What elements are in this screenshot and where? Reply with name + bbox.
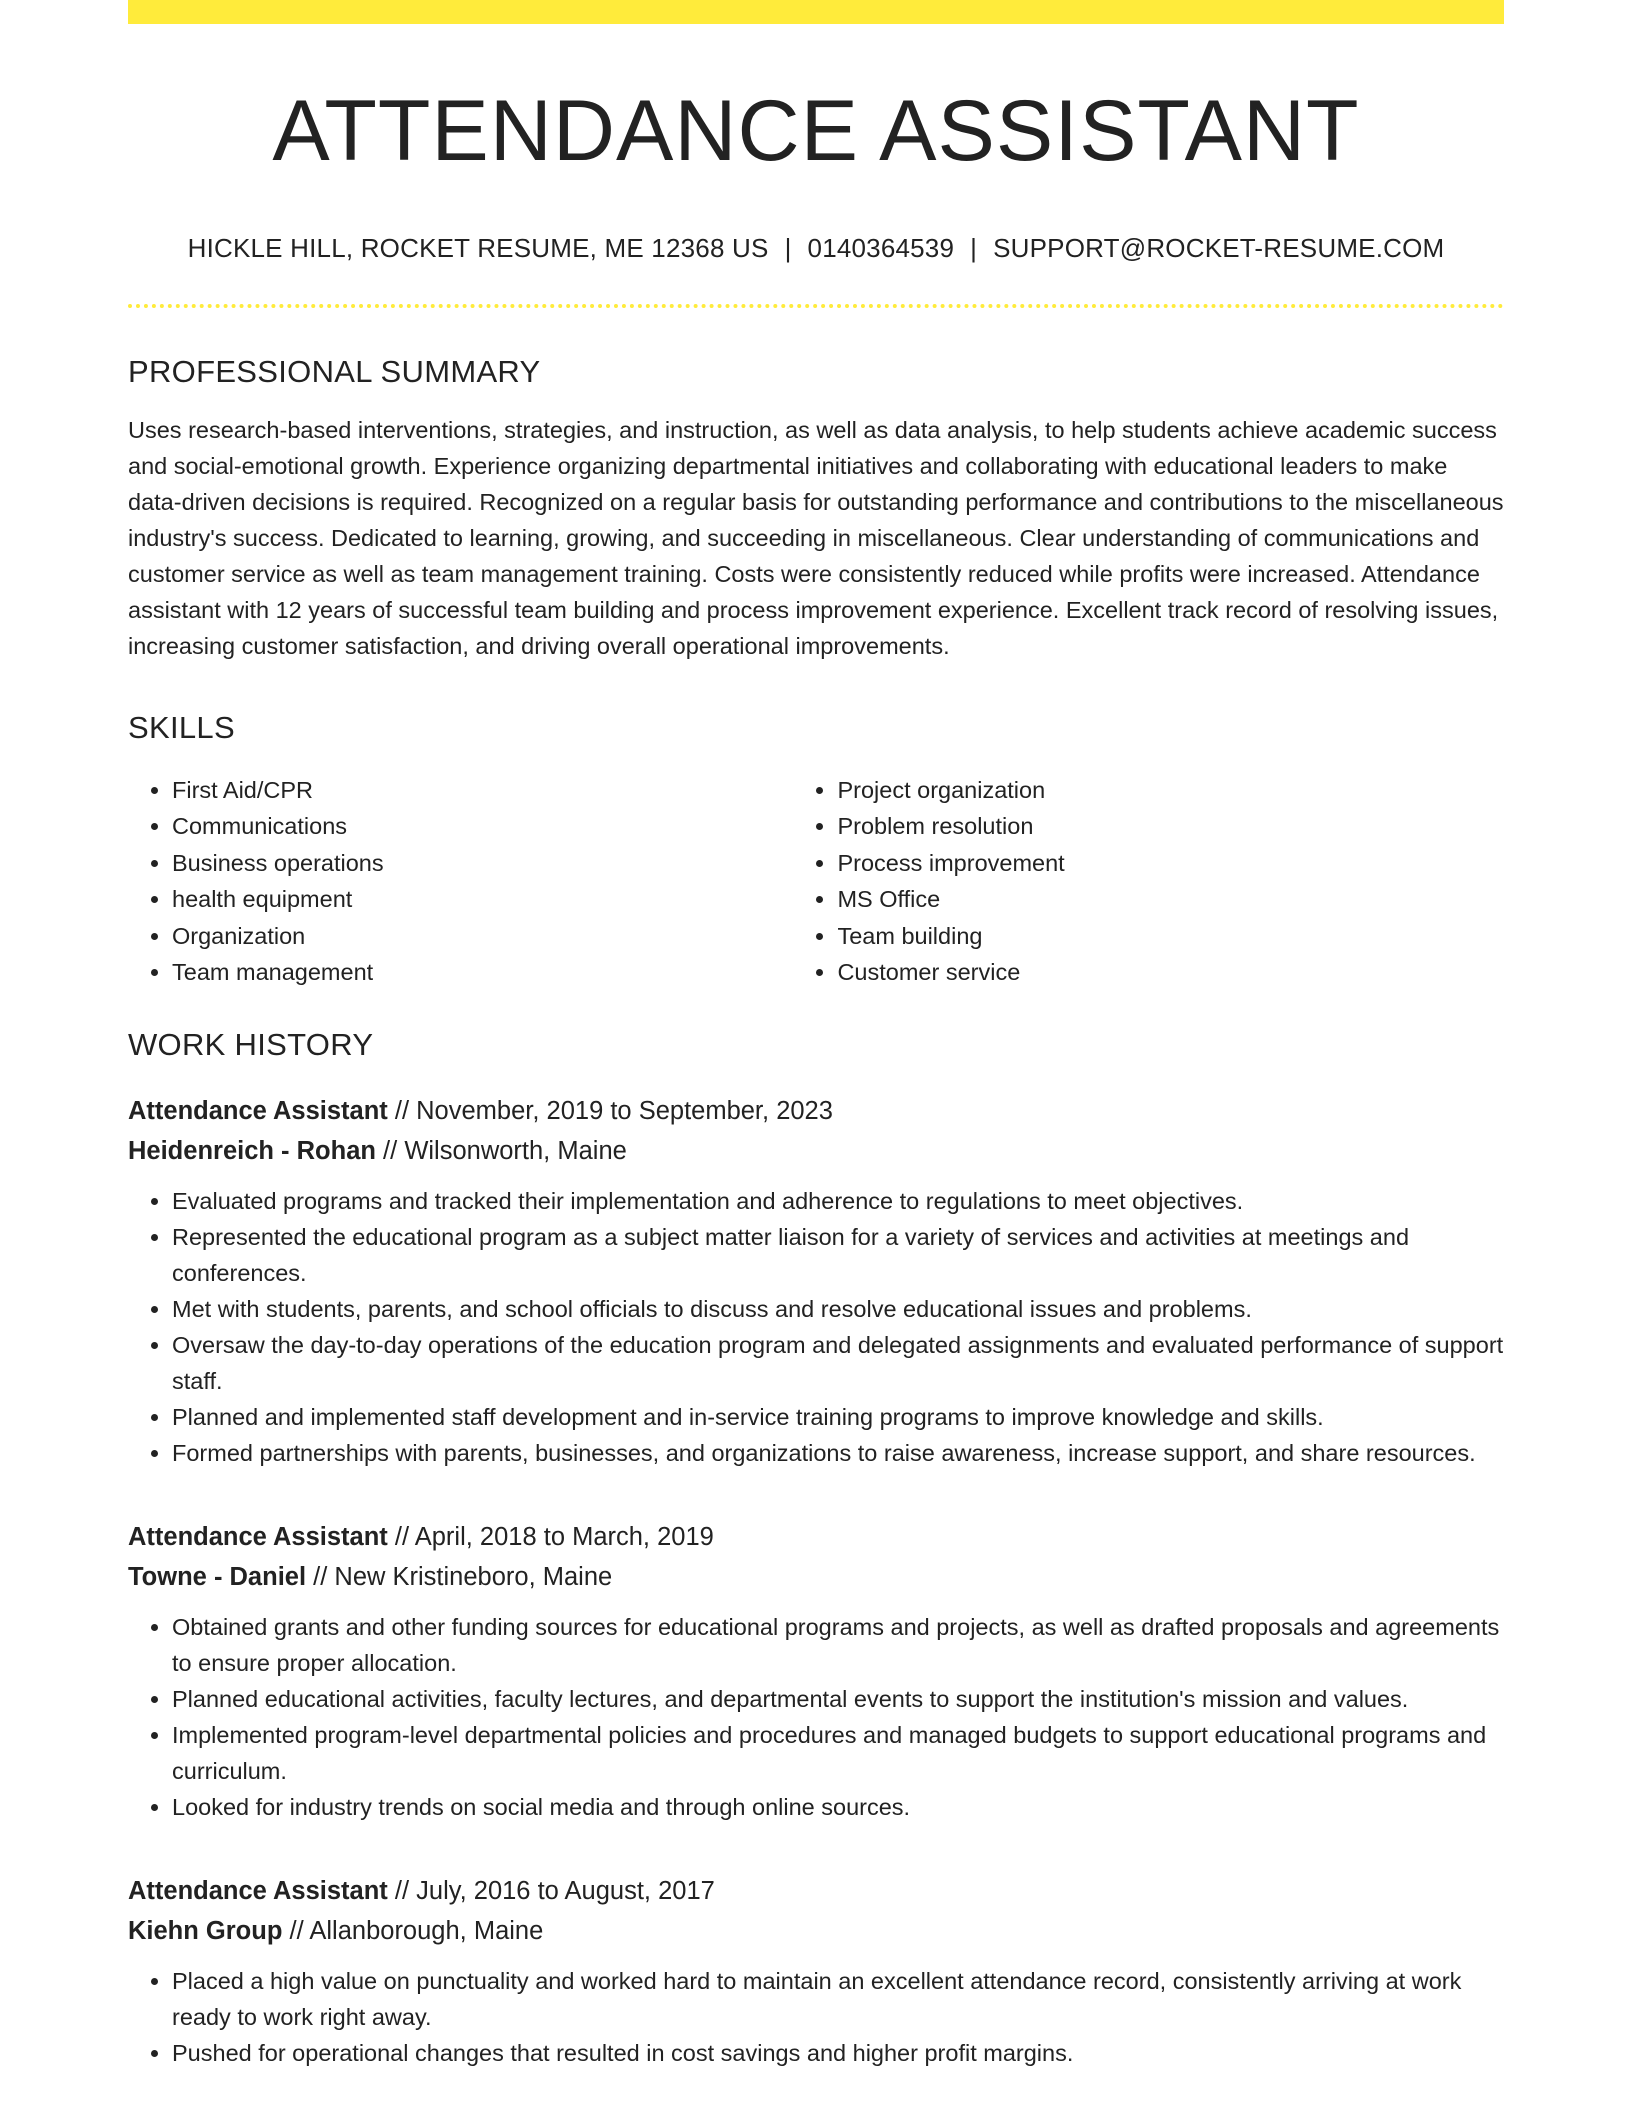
job-title: Attendance Assistant: [128, 1096, 388, 1125]
skill-item: • Organization: [172, 918, 793, 955]
work-history-heading: WORK HISTORY: [128, 1026, 374, 1062]
job-location: New Kristineboro, Maine: [334, 1562, 613, 1591]
skill-item: • Team building: [837, 918, 1504, 955]
job-bullet: • Formed partnerships with parents, businesses, and organizations to raise awareness, increase support, and share resources.: [172, 1435, 1504, 1471]
job-company: Heidenreich - Rohan: [128, 1136, 376, 1165]
job-bullets: [128, 1963, 1504, 2071]
job-title-line: [128, 1517, 1504, 1557]
job-entry: [128, 1517, 1504, 1825]
skill-item: • Problem resolution: [837, 808, 1504, 845]
job-location: Allanborough, Maine: [309, 1916, 544, 1945]
job-divider: //: [383, 1136, 398, 1165]
job-bullets: [128, 1183, 1504, 1471]
skill-item: • Process improvement: [837, 845, 1504, 882]
job-entry: [128, 1091, 1504, 1471]
job-bullet: • Evaluated programs and tracked their implementation and adherence to regulations to meet objectives.: [172, 1183, 1504, 1219]
job-company-line: [128, 1131, 1504, 1171]
job-bullet: • Looked for industry trends on social media and through online sources.: [172, 1789, 1504, 1825]
job-bullets: [128, 1609, 1504, 1825]
job-title-line: [128, 1091, 1504, 1131]
skills-heading: SKILLS: [128, 709, 235, 745]
skill-item: • MS Office: [837, 881, 1504, 918]
job-location: Wilsonworth, Maine: [404, 1136, 627, 1165]
candidate-name: ATTENDANCE ASSISTANT: [272, 83, 1360, 179]
job-dates: November, 2019 to September, 2023: [416, 1096, 833, 1125]
job-bullet: • Met with students, parents, and school officials to discuss and resolve educational issues and problems.: [172, 1291, 1504, 1327]
contact-separator: |: [784, 232, 792, 263]
contact-address: HICKLE HILL, ROCKET RESUME, ME 12368 US: [187, 232, 769, 263]
skill-item: • Project organization: [837, 772, 1504, 809]
job-company-line: [128, 1911, 1504, 1951]
contact-line: [128, 233, 1504, 264]
job-bullet: • Planned educational activities, faculty lectures, and departmental events to support the institution's mission and values.: [172, 1681, 1504, 1717]
job-title-line: [128, 1871, 1504, 1911]
job-dates: April, 2018 to March, 2019: [414, 1522, 714, 1551]
contact-email[interactable]: SUPPORT@ROCKET-RESUME.COM: [993, 232, 1445, 263]
contact-phone: 0140364539: [807, 232, 955, 263]
job-company: Kiehn Group: [128, 1916, 283, 1945]
resume-page: [128, 0, 1504, 2071]
job-divider: //: [289, 1916, 304, 1945]
job-title: Attendance Assistant: [128, 1522, 388, 1551]
job-bullet: • Obtained grants and other funding sources for educational programs and projects, as well as drafted proposals and agreements to ensure proper allocation.: [172, 1609, 1504, 1681]
job-bullet: • Planned and implemented staff development and in-service training programs to improve knowledge and skills.: [172, 1399, 1504, 1435]
skill-item: • First Aid/CPR: [172, 772, 793, 809]
contact-separator: |: [970, 232, 978, 263]
skill-item: • Customer service: [837, 954, 1504, 991]
job-title: Attendance Assistant: [128, 1876, 388, 1905]
job-divider: //: [394, 1876, 410, 1905]
job-bullet: • Represented the educational program as a subject matter liaison for a variety of services and activities at meetings and conferences.: [172, 1219, 1504, 1291]
job-bullet: • Placed a high value on punctuality and worked hard to maintain an excellent attendance record, consistently arriving at work ready to work right away.: [172, 1963, 1504, 2035]
job-company: Towne - Daniel: [128, 1562, 307, 1591]
summary-text: Uses research-based interventions, strategies, and instruction, as well as data analysis, to help students achieve academic success and social-emotional growth. Experience organizing departmental initiatives and collaborating with educational leaders to make data-driven decisions is required. Recognized on a regular basis for outstanding performance and contributions to the miscellaneous industry's success. Dedicated to learning, growing, and succeeding in miscellaneous. Clear understanding of communications and customer service as well as team management training. Costs were consistently reduced while profits were increased. Attendance assistant with 12 years of successful team building and process improvement experience. Excellent track record of resolving issues, increasing customer satisfaction, and driving overall operational improvements.: [128, 416, 1504, 659]
job-bullet: • Oversaw the day-to-day operations of the education program and delegated assignments and evaluated performance of support staff.: [172, 1327, 1504, 1399]
job-company-line: [128, 1557, 1504, 1597]
job-bullet: • Pushed for operational changes that resulted in cost savings and higher profit margins.: [172, 2035, 1504, 2071]
job-dates: July, 2016 to August, 2017: [416, 1876, 715, 1905]
job-divider: //: [313, 1562, 328, 1591]
job-entry: [128, 1871, 1504, 2071]
job-divider: //: [394, 1522, 410, 1551]
job-divider: //: [394, 1096, 410, 1125]
skills-column-right: [793, 772, 1504, 991]
summary-heading: PROFESSIONAL SUMMARY: [128, 353, 541, 389]
dotted-divider: [128, 304, 1504, 308]
skills-list: [128, 772, 1504, 991]
accent-top-bar: [128, 0, 1504, 24]
skill-item: • Communications: [172, 808, 793, 845]
skill-item: • Team management: [172, 954, 793, 991]
skills-column-left: [128, 772, 793, 991]
job-bullet: • Implemented program-level departmental policies and procedures and managed budgets to support educational programs and curriculum.: [172, 1717, 1504, 1789]
skill-item: • health equipment: [172, 881, 793, 918]
skill-item: • Business operations: [172, 845, 793, 882]
